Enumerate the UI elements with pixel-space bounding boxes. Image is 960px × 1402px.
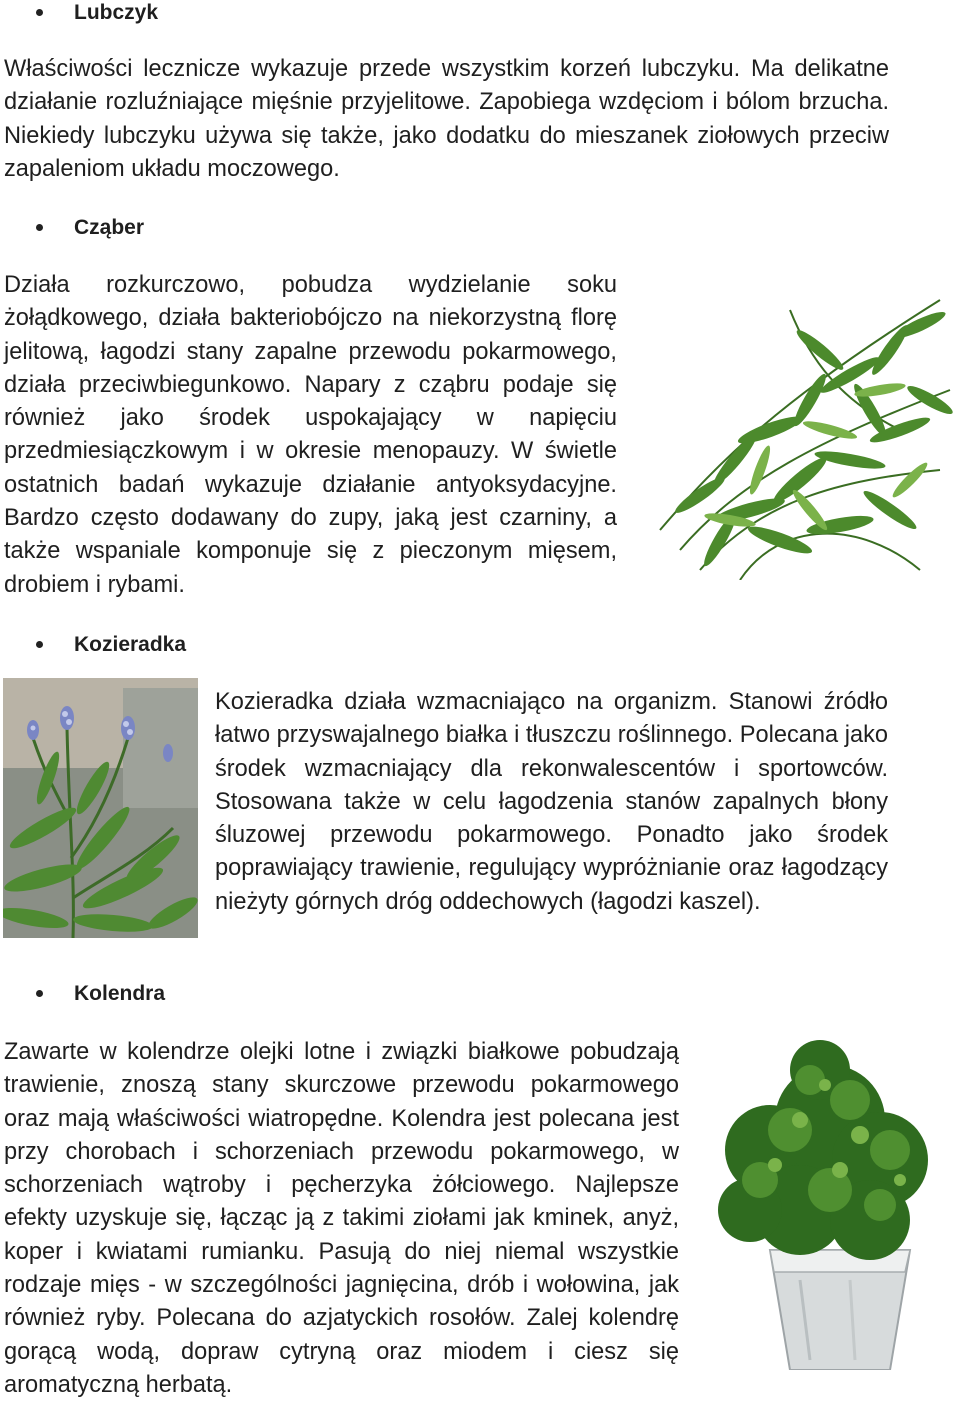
bullet-icon	[36, 990, 43, 997]
paragraph-lubczyk: Właściwości lecznicze wykazuje przede wszystkim korzeń lubczyku. Ma delikatne działanie rozluźniające mięśnie przyjelitowe. Zapobiega wzdęciom i bólom brzucha. Niekiedy lubczyku używa się także, jako dodatku do mieszanek ziołowych przeciw zapaleniom układu moczowego.	[4, 56, 889, 182]
heading-label: Kozieradka	[74, 633, 187, 656]
savory-plant-image	[640, 280, 960, 580]
heading-label: Lubczyk	[74, 1, 159, 24]
paragraph-kozieradka: Kozieradka działa wzmacniająco na organizm. Stanowi źródło łatwo przyswajalnego białka i tłuszczu roślinnego. Polecana jako środek wzmacniający dla rekonwalescentów i sportowców. Stosowana także w celu łagodzenia stanów zapalnych błony śluzowej przewodu pokarmowego. Ponadto jako środek poprawiający trawienie, regulujący wypróżnianie oraz łagodzący nieżyty górnych dróg oddechowych (łagodzi kaszel).	[215, 689, 888, 915]
paragraph-kolendra: Zawarte w kolendrze olejki lotne i związki białkowe pobudzają trawienie, znoszą stany skurczowe przewodu pokarmowego oraz mają właściwości wiatropędne. Kolendra jest polecana jest przy chorobach i schorzeniach przewodu pokarmowego, w schorzeniach wątroby i pęcherzyka żółciowego. Najlepsze efekty uzyskuje się, łącząc ją z takimi ziołami jak kminek, anyż, koper i kwiatami rumianku. Pasują do niej niemal wszystkie rodzaje mięs - w szczególności jagnięcina, drób i wołowina, jak również ryby. Polecana do azjatyckich rosołów. Zalej kolendrę gorącą wodą, dopraw cytryną oraz miodem i ciesz się aromatyczną herbatą.	[4, 1039, 679, 1398]
bullet-icon	[36, 224, 43, 231]
heading-label: Kolendra	[74, 982, 166, 1005]
bullet-icon	[36, 9, 43, 16]
coriander-pot-image	[700, 1040, 932, 1370]
paragraph-cząber: Działa rozkurczowo, pobudza wydzielanie soku żołądkowego, działa bakteriobójczo na niekorzystną florę jelitową, łagodzi stany zapalne przewodu pokarmowego, działa przeciwbiegunkowo. Napary z cząbru podaje się również jako środek uspokajający w napięciu przedmiesiączkowym i w okresie menopauzy. W świetle ostatnich badań wykazuje działanie antyoksydacyjne. Bardzo często dodawany do zupy, jaką jest czarniny, a także wspaniale komponuje się z pieczonym mięsem, drobiem i rybami.	[4, 272, 617, 598]
heading-label: Cząber	[74, 216, 145, 239]
fenugreek-plant-image	[3, 678, 198, 938]
bullet-icon	[36, 641, 43, 648]
